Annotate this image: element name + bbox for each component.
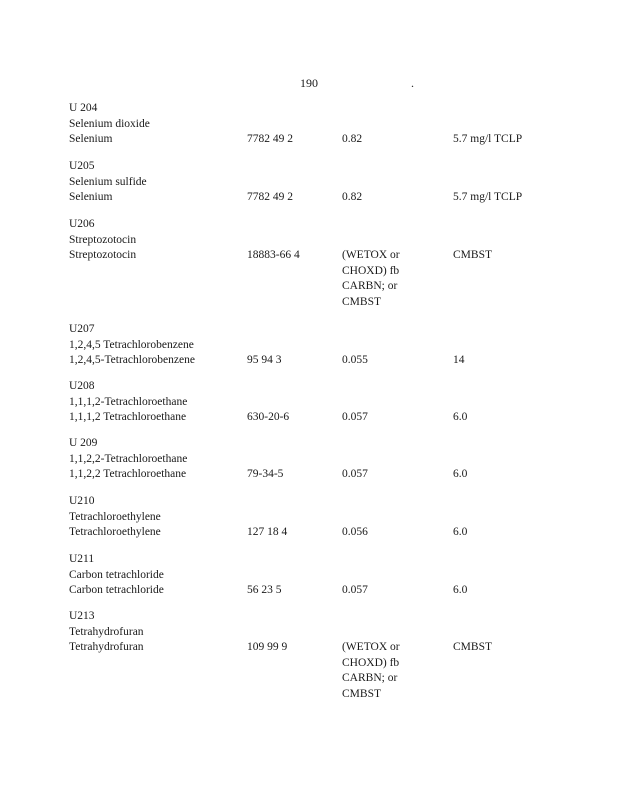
- waste-entry: [69, 436, 589, 483]
- constituent-row: [69, 525, 589, 541]
- wastewater-standard: 0.82: [342, 133, 363, 145]
- constituent-name: 1,2,4,5-Tetrachlorobenzene: [69, 354, 195, 366]
- waste-name: Selenium dioxide: [69, 117, 150, 130]
- waste-entry: [69, 494, 589, 541]
- constituent-row: [69, 410, 589, 426]
- cas-number: 79-34-5: [247, 468, 284, 480]
- waste-name: 1,2,4,5 Tetrachlorobenzene: [69, 338, 194, 351]
- constituent-name: Tetrahydrofuran: [69, 641, 144, 653]
- constituent-name: 1,1,1,2 Tetrachloroethane: [69, 411, 187, 423]
- constituent-row: [69, 640, 589, 700]
- nonwastewater-standard: 6.0: [453, 526, 468, 538]
- constituent-row: [69, 353, 589, 369]
- waste-code: U208: [69, 380, 95, 392]
- waste-name: 1,1,2,2-Tetrachloroethane: [69, 452, 188, 465]
- nonwastewater-standard: 6.0: [453, 584, 468, 596]
- waste-code: U 209: [69, 437, 98, 449]
- waste-name: Tetrachloroethylene: [69, 510, 161, 523]
- waste-code: U205: [69, 160, 95, 172]
- cas-number: 95 94 3: [247, 354, 282, 366]
- constituent-name: Tetrachloroethylene: [69, 526, 161, 538]
- cas-number: 56 23 5: [247, 584, 282, 596]
- waste-entry: [69, 379, 589, 426]
- constituent-name: 1,1,2,2 Tetrachloroethane: [69, 468, 187, 480]
- waste-name: 1,1,1,2-Tetrachloroethane: [69, 395, 188, 408]
- wastewater-standard: (WETOX or CHOXD) fb CARBN; or CMBST: [342, 249, 400, 308]
- nonwastewater-standard: 5.7 mg/l TCLP: [453, 191, 523, 203]
- waste-code: U206: [69, 218, 95, 230]
- cas-number: 7782 49 2: [247, 191, 293, 203]
- waste-code: U213: [69, 610, 95, 622]
- waste-entry: [69, 217, 589, 308]
- cas-number: 127 18 4: [247, 526, 288, 538]
- waste-code: U210: [69, 495, 95, 507]
- waste-entry: [69, 552, 589, 599]
- waste-entry: [69, 609, 589, 700]
- constituent-name: Selenium: [69, 133, 113, 145]
- waste-name: Selenium sulfide: [69, 175, 147, 188]
- waste-name: Tetrahydrofuran: [69, 625, 144, 638]
- wastewater-standard: (WETOX or CHOXD) fb CARBN; or CMBST: [342, 641, 400, 700]
- cas-number: 109 99 9: [247, 641, 288, 653]
- waste-entry: [69, 322, 589, 369]
- nonwastewater-standard: 6.0: [453, 468, 468, 480]
- waste-name: Carbon tetrachloride: [69, 568, 164, 581]
- wastewater-standard: 0.057: [342, 468, 368, 480]
- cas-number: 630-20-6: [247, 411, 290, 423]
- constituent-row: [69, 583, 589, 599]
- page-mark: .: [411, 76, 414, 90]
- nonwastewater-standard: CMBST: [453, 249, 492, 261]
- waste-code: U 204: [69, 102, 98, 114]
- constituent-row: [69, 467, 589, 483]
- wastewater-standard: 0.056: [342, 526, 368, 538]
- page-number: 190: [300, 76, 318, 90]
- nonwastewater-standard: CMBST: [453, 641, 492, 653]
- wastewater-standard: 0.82: [342, 191, 363, 203]
- cas-number: 7782 49 2: [247, 133, 293, 145]
- waste-entry: [69, 101, 589, 148]
- constituent-name: Selenium: [69, 191, 113, 203]
- waste-entry: [69, 159, 589, 206]
- cas-number: 18883-66 4: [247, 249, 300, 261]
- nonwastewater-standard: 5.7 mg/l TCLP: [453, 133, 523, 145]
- constituent-row: [69, 248, 589, 308]
- wastewater-standard: 0.057: [342, 584, 368, 596]
- waste-code: U211: [69, 553, 95, 565]
- nonwastewater-standard: 6.0: [453, 411, 468, 423]
- nonwastewater-standard: 14: [453, 354, 465, 366]
- constituent-name: Carbon tetrachloride: [69, 584, 164, 596]
- wastewater-standard: 0.055: [342, 354, 368, 366]
- waste-code: U207: [69, 323, 95, 335]
- constituent-row: [69, 190, 589, 206]
- wastewater-standard: 0.057: [342, 411, 368, 423]
- waste-name: Streptozotocin: [69, 233, 137, 246]
- constituent-name: Streptozotocin: [69, 249, 137, 261]
- constituent-row: [69, 132, 589, 148]
